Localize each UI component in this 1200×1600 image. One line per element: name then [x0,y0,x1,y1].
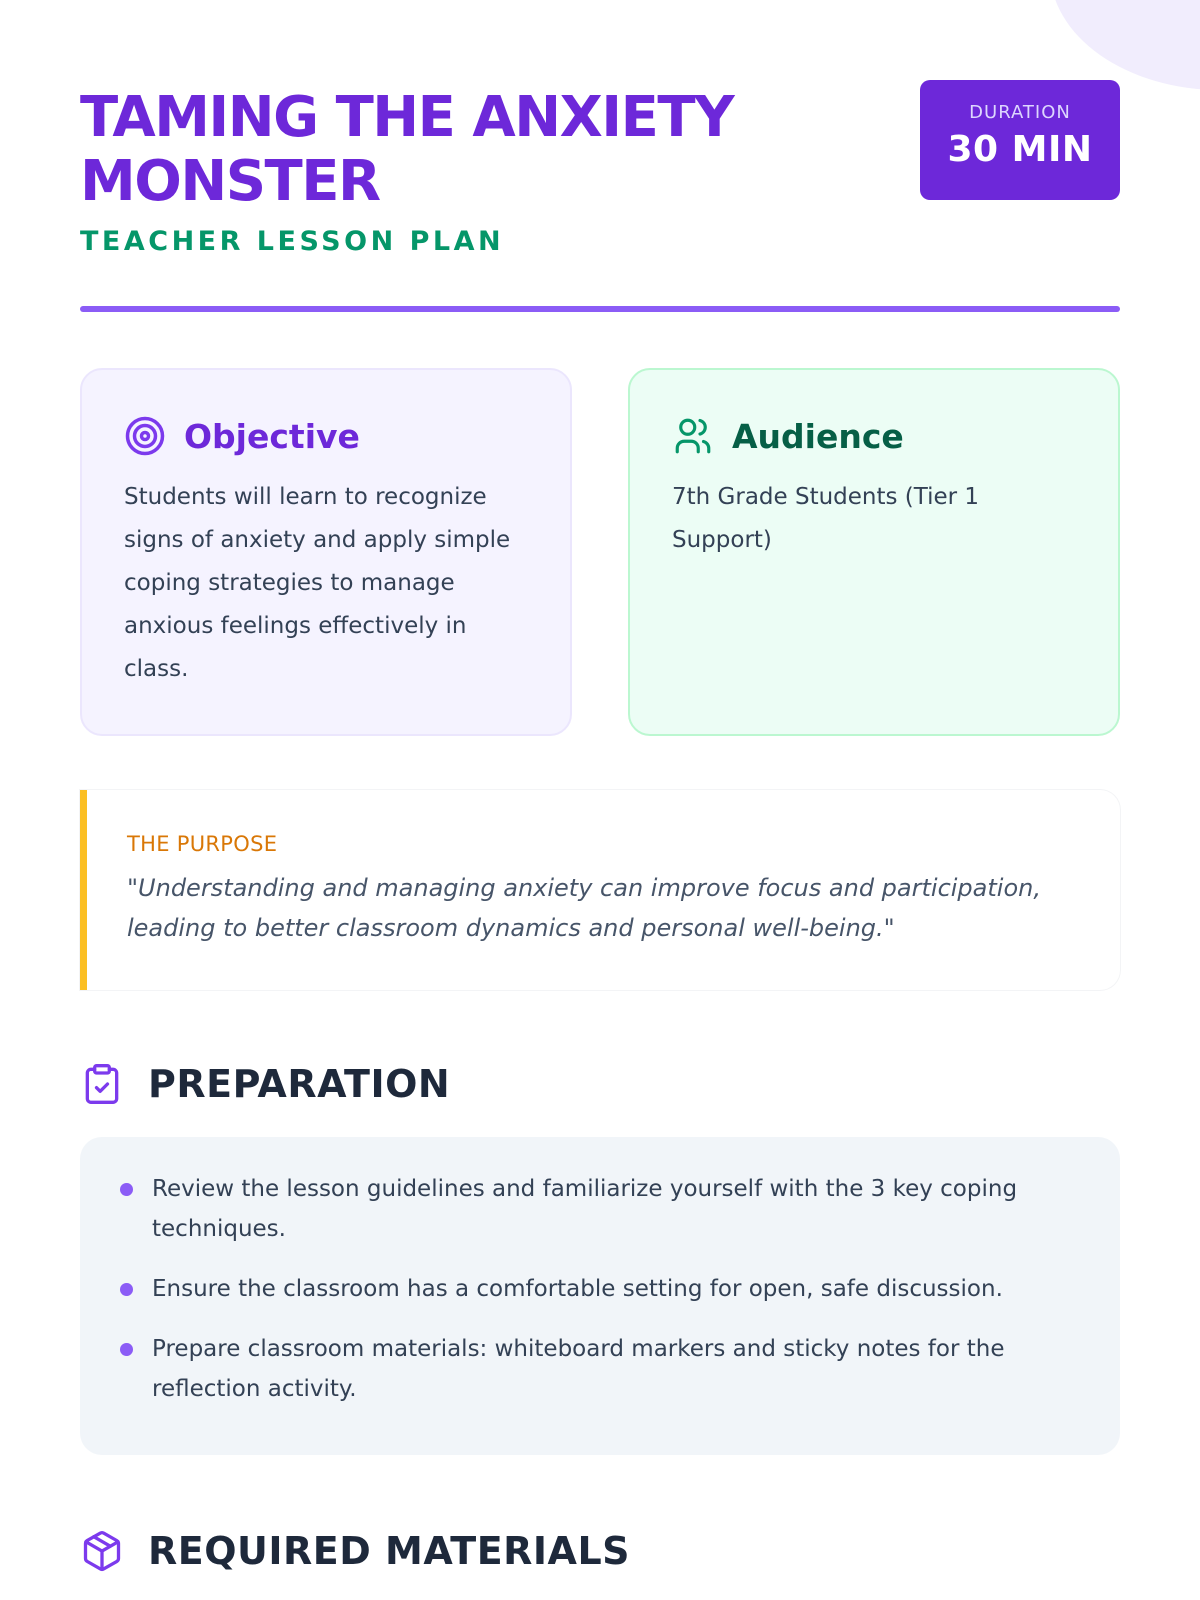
duration-label: DURATION [969,102,1071,123]
objective-card-header [124,412,528,460]
audience-card [628,368,1120,736]
list-item-text: Review the lesson guidelines and familiarize yourself with the 3 key coping techniques. [152,1176,1018,1242]
list-item-text: Prepare classroom materials: whiteboard markers and sticky notes for the reflection activity. [152,1336,1005,1402]
bullet-icon [120,1283,133,1296]
bullet-icon [120,1183,133,1196]
audience-text: 7th Grade Students (Tier 1 Support) [672,484,980,553]
objective-card [80,368,572,736]
page-subtitle: TEACHER LESSON PLAN [80,226,505,257]
duration-badge [920,80,1120,200]
preparation-list [120,1169,1080,1409]
lesson-plan-page [80,0,1120,1573]
purpose-callout [80,790,1120,990]
duration-value: 30 MIN [947,129,1093,170]
package-icon [80,1529,124,1573]
audience-card-header [672,412,1076,460]
users-icon [672,415,714,457]
materials-title: REQUIRED MATERIALS [148,1529,631,1573]
list-item-text: Ensure the classroom has a comfortable setting for open, safe discussion. [152,1276,1003,1302]
purpose-quote: "Understanding and managing anxiety can improve focus and participation, leading to better classroom dynamics and personal well-being." [127,874,1041,942]
preparation-title: PREPARATION [148,1062,451,1106]
preparation-section-header [80,1057,450,1111]
objective-text: Students will learn to recognize signs of anxiety and apply simple coping strategies to manage anxious feelings effectively in class. [124,484,511,682]
info-cards [80,368,1120,736]
materials-section-header [80,1524,630,1578]
objective-title: Objective [184,416,360,456]
audience-title: Audience [732,416,904,456]
list-item [120,1169,1080,1249]
target-icon [124,415,166,457]
header-divider [80,306,1120,312]
list-item [120,1269,1080,1309]
bullet-icon [120,1343,133,1356]
preparation-box [80,1137,1120,1455]
page-title: TAMING THE ANXIETY MONSTER [80,85,734,214]
purpose-label: THE PURPOSE [127,832,278,856]
list-item [120,1329,1080,1409]
header [80,0,1120,308]
clipboard-check-icon [80,1062,124,1106]
